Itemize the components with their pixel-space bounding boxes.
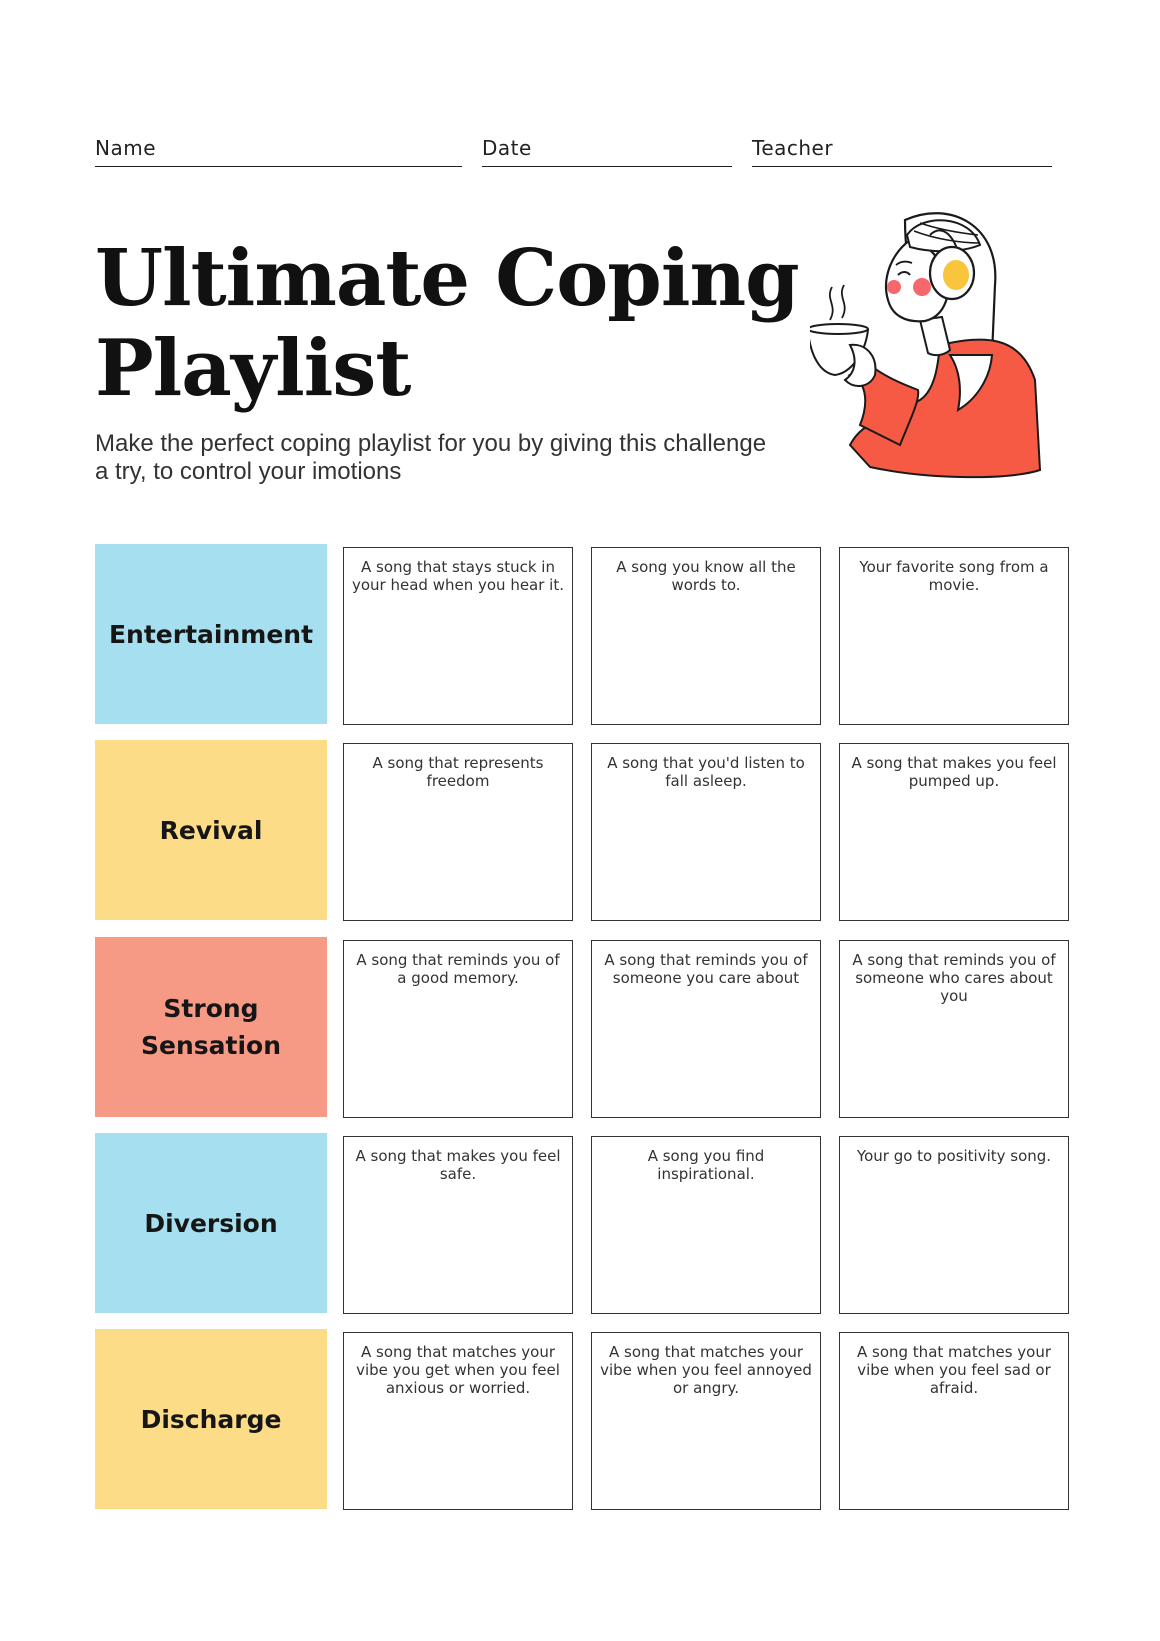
category-label: Entertainment bbox=[108, 619, 314, 649]
category-discharge bbox=[95, 1329, 327, 1509]
prompt-text: A song that matches your vibe when you feel annoyed or angry. bbox=[600, 1343, 812, 1397]
prompt-text: A song that reminds you of someone who cares about you bbox=[852, 951, 1056, 1005]
prompt-text: A song that you'd listen to fall asleep. bbox=[607, 754, 805, 790]
prompt-text: A song that matches your vibe when you feel sad or afraid. bbox=[856, 1343, 1052, 1397]
category-diversion bbox=[95, 1133, 327, 1313]
prompt-box[interactable] bbox=[591, 1332, 821, 1510]
prompt-box[interactable] bbox=[591, 743, 821, 921]
category-entertainment bbox=[95, 544, 327, 724]
girl-with-headphones-illustration bbox=[810, 205, 1080, 505]
prompt-text: A song that makes you feel safe. bbox=[355, 1147, 561, 1183]
prompt-box[interactable] bbox=[839, 1332, 1069, 1510]
prompt-text: A song that reminds you of someone you care about bbox=[604, 951, 808, 987]
page-subtitle: Make the perfect coping playlist for you by giving this challenge a try, to control your imotions bbox=[95, 430, 767, 485]
prompt-box[interactable] bbox=[591, 1136, 821, 1314]
prompt-box[interactable] bbox=[839, 1136, 1069, 1314]
prompt-text: Your favorite song from a movie. bbox=[859, 558, 1049, 594]
prompt-box[interactable] bbox=[839, 743, 1069, 921]
prompt-text: A song you find inspirational. bbox=[647, 1147, 765, 1183]
prompt-text: A song that reminds you of a good memory. bbox=[356, 951, 560, 987]
prompt-text: Your go to positivity song. bbox=[856, 1147, 1052, 1165]
category-strong-sensation bbox=[95, 937, 327, 1117]
prompt-text: A song that matches your vibe you get when you feel anxious or worried. bbox=[356, 1343, 560, 1397]
date-field[interactable] bbox=[482, 136, 732, 167]
prompt-box[interactable] bbox=[343, 940, 573, 1118]
category-label: Diversion bbox=[144, 1208, 278, 1238]
category-label: Discharge bbox=[140, 1404, 282, 1434]
prompt-box[interactable] bbox=[591, 547, 821, 725]
prompt-box[interactable] bbox=[839, 940, 1069, 1118]
prompt-box[interactable] bbox=[343, 547, 573, 725]
page-title: Ultimate Coping Playlist bbox=[95, 233, 799, 414]
prompt-text: A song that represents freedom bbox=[372, 754, 544, 790]
headphone-pad-mark bbox=[943, 260, 969, 290]
name-label: Name bbox=[95, 136, 157, 160]
prompt-box[interactable] bbox=[343, 1332, 573, 1510]
category-revival bbox=[95, 740, 327, 920]
teacher-label: Teacher bbox=[752, 136, 834, 160]
name-field[interactable] bbox=[95, 136, 462, 167]
prompt-text: A song you know all the words to. bbox=[616, 558, 796, 594]
teacher-field[interactable] bbox=[752, 136, 1052, 167]
prompt-text: A song that stays stuck in your head when you hear it. bbox=[352, 558, 564, 594]
date-label: Date bbox=[482, 136, 532, 160]
prompt-box[interactable] bbox=[591, 940, 821, 1118]
steam-mark bbox=[830, 285, 845, 320]
category-label: Strong Sensation bbox=[140, 994, 281, 1060]
cheek-right-mark bbox=[913, 278, 931, 296]
prompt-box[interactable] bbox=[343, 743, 573, 921]
prompt-text: A song that makes you feel pumped up. bbox=[851, 754, 1057, 790]
category-label: Revival bbox=[159, 815, 263, 845]
prompt-box[interactable] bbox=[343, 1136, 573, 1314]
cheek-left-mark bbox=[887, 280, 901, 294]
prompt-box[interactable] bbox=[839, 547, 1069, 725]
